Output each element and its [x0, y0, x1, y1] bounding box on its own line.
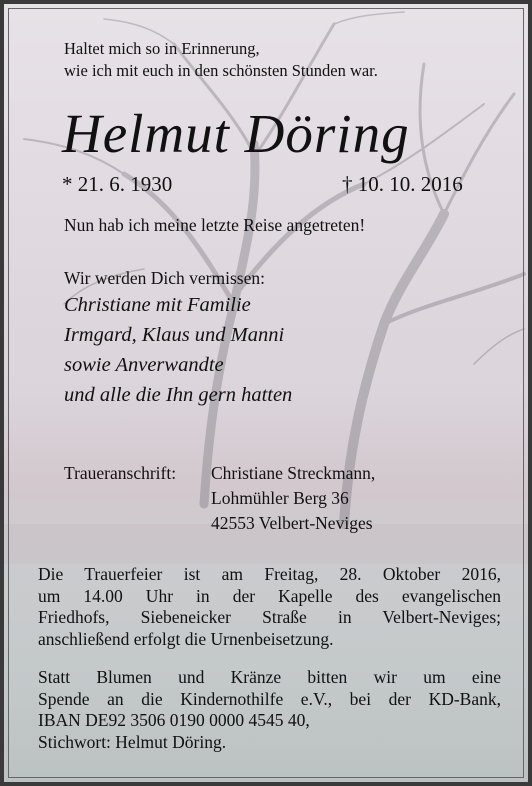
birth-date: * 21. 6. 1930: [62, 172, 173, 196]
donation-line: IBAN DE92 3506 0190 0000 4545 40,: [38, 710, 310, 730]
donation-line: Spende an die Kindernothilfe e.V., bei der KD-Bank,: [38, 688, 501, 709]
ceremony-line: anschließend erfolgt die Urnenbeisetzung.: [38, 628, 334, 649]
miss-intro: Wir werden Dich vermissen:: [64, 268, 265, 288]
donation-paragraph: [38, 667, 501, 753]
address-line: Lohmühler Berg 36: [211, 488, 349, 508]
quote-line-1: Haltet mich so in Erinnerung,: [64, 39, 260, 58]
journey-text: Nun hab ich meine letzte Reise angetreten!: [64, 215, 366, 235]
donation-line: Stichwort: Helmut Döring.: [38, 731, 227, 752]
death-date: † 10. 10. 2016: [342, 172, 463, 196]
ceremony-line: Friedhofs, Siebeneicker Straße in Velbert-Neviges;: [38, 607, 501, 627]
mourner-line: sowie Anverwandte: [64, 354, 224, 376]
mourner-line: Christiane mit Familie: [64, 294, 251, 316]
ceremony-line: Die Trauerfeier ist am Freitag, 28. Oktober 2016,: [38, 564, 501, 584]
address-label: Traueranschrift:: [64, 463, 177, 483]
mourner-line: Irmgard, Klaus und Manni: [64, 324, 285, 346]
mourner-line: und alle die Ihn gern hatten: [64, 384, 293, 406]
ceremony-line: um 14.00 Uhr in der Kapelle des evangelischen: [38, 585, 501, 606]
deceased-name: Helmut Döring: [62, 103, 410, 164]
ceremony-paragraph: [38, 564, 501, 650]
address-line: Christiane Streckmann,: [211, 463, 376, 483]
donation-line: Statt Blumen und Kränze bitten wir um eine: [38, 667, 501, 687]
address-line: 42553 Velbert-Neviges: [211, 513, 373, 533]
quote-line-2: wie ich mit euch in den schönsten Stunden war.: [64, 61, 378, 80]
